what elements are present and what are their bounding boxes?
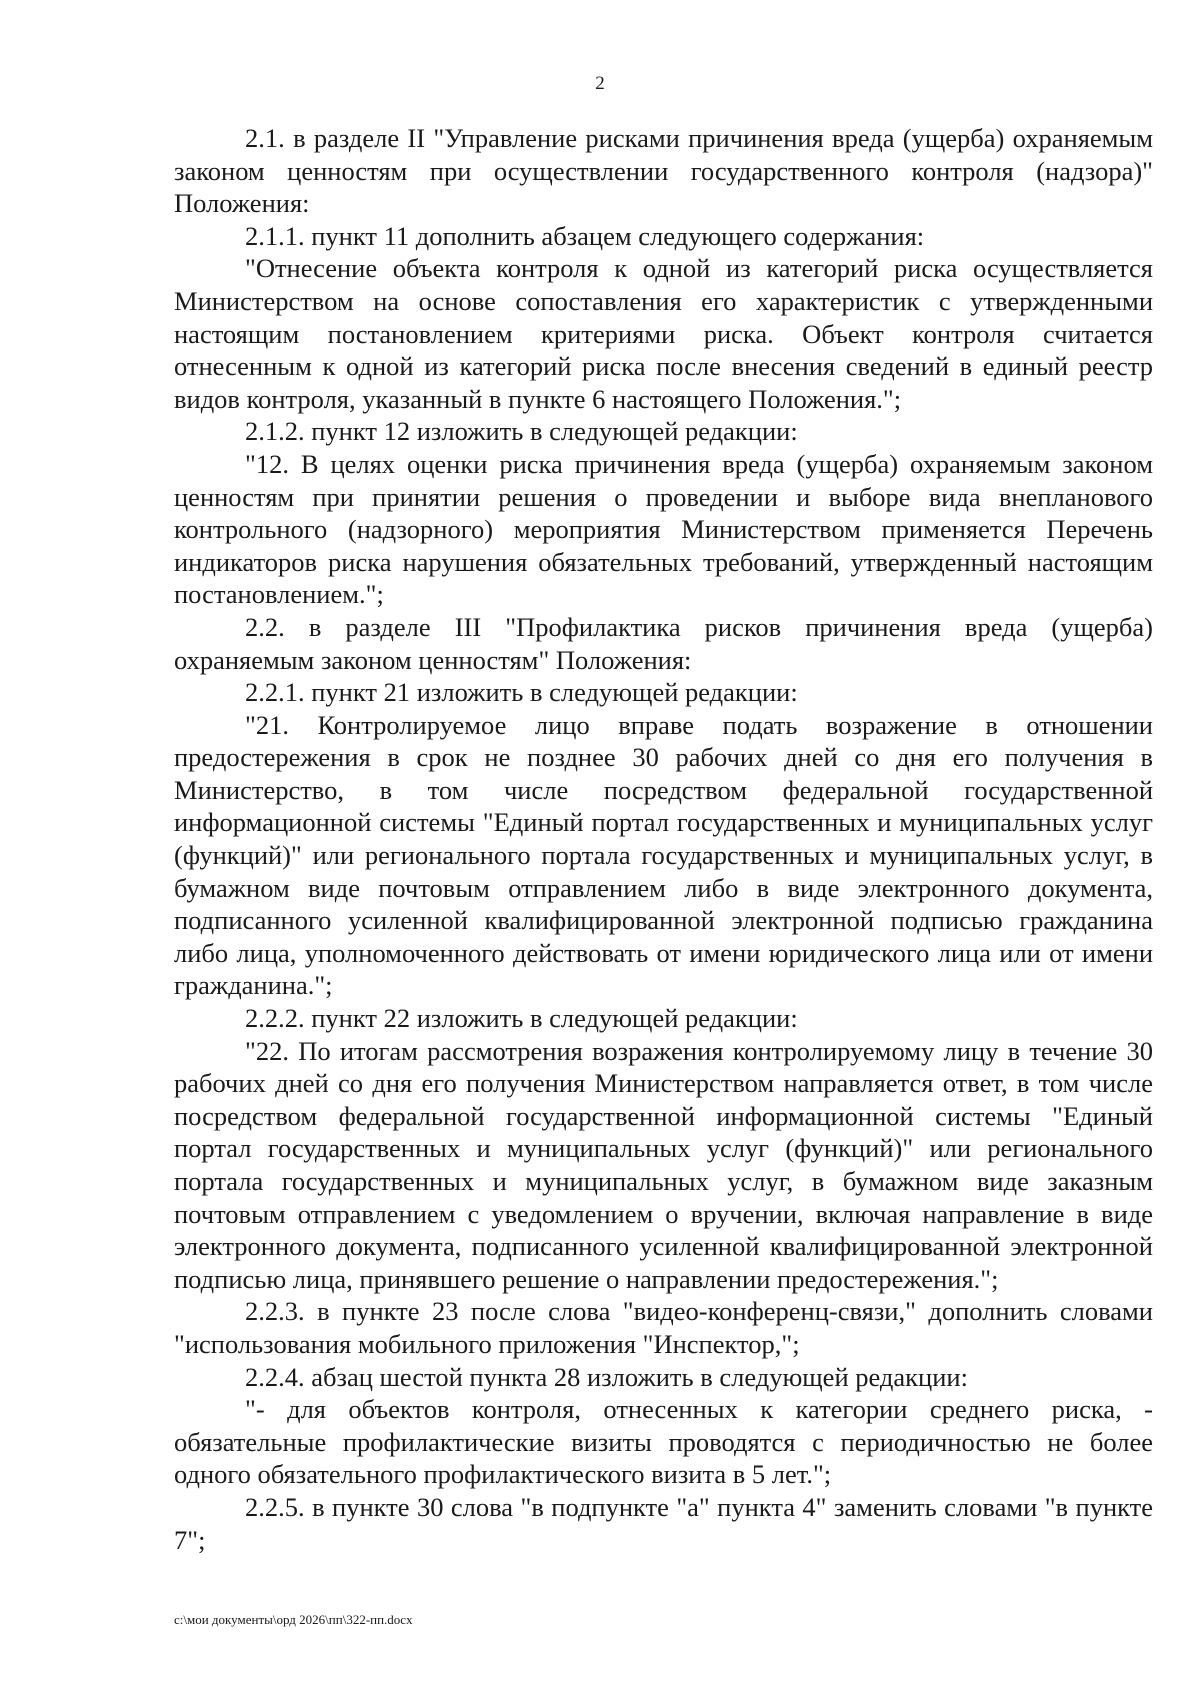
paragraph-2-1-1-quote: "Отнесение объекта контроля к одной из категорий риска осуществляется Министерством на основе сопоставления его характеристик с утвержденными настоящим постановлением критериями риска. Объект контроля считается отнесенным к одной из категорий риска после внесения сведений в единый реестр видов контроля, указанный в пункте 6 настоящего Положения."; xyxy=(174,253,1153,414)
footer-file-path: c:\мои документы\орд 2026\пп\322-пп.docx xyxy=(174,1612,413,1627)
paragraph-2-2: 2.2. в разделе III "Профилактика рисков причинения вреда (ущерба) охраняемым законом ценностям" Положения: xyxy=(174,611,1153,675)
paragraph-2-1-2-quote: "12. В целях оценки риска причинения вреда (ущерба) охраняемым законом ценностям при принятии решения о проведении и выборе вида внепланового контрольного (надзорного) мероприятия Министерством применяется Перечень индикаторов риска нарушения обязательных требований, утвержденный настоящим постановлением."; xyxy=(174,448,1153,610)
paragraph-2-2-1: 2.2.1. пункт 21 изложить в следующей редакции: xyxy=(245,677,798,708)
paragraph-2-2-4: 2.2.4. абзац шестой пункта 28 изложить в следующей редакции: xyxy=(245,1361,968,1392)
paragraph-2-2-4-quote: "- для объектов контроля, отнесенных к категории среднего риска, - обязательные профилактические визиты проводятся с периодичностью не более одного обязательного профилактического визита в 5 лет."; xyxy=(174,1394,1153,1490)
page-number: 2 xyxy=(595,73,605,94)
paragraph-2-2-1-quote: "21. Контролируемое лицо вправе подать возражение в отношении предостережения в срок не позднее 30 рабочих дней со дня его получения в Министерство, в том числе посредством федеральной государственной информационной системы "Единый портал государственных и муниципальных услуг (функций)" или регионального портала государственных и муниципальных услуг, в бумажном виде почтовым отправлением либо в виде электронного документа, подписанного усиленной квалифицированной электронной подписью гражданина либо лица, уполномоченного действовать от имени юридического лица или от имени гражданина."; xyxy=(174,709,1153,1001)
paragraph-2-1: 2.1. в разделе II "Управление рисками причинения вреда (ущерба) охраняемым законом ценностям при осуществлении государственного контроля (надзора)" Положения: xyxy=(174,123,1153,219)
document-body xyxy=(174,122,1153,1556)
paragraph-2-2-2-quote: "22. По итогам рассмотрения возражения контролируемому лицу в течение 30 рабочих дней со дня его получения Министерством направляется ответ, в том числе посредством федеральной государственной информационной системы "Единый портал государственных и муниципальных услуг (функций)" или регионального портала государственных и муниципальных услуг, в бумажном виде заказным почтовым отправлением с уведомлением о вручении, включая направление в виде электронного документа, подписанного усиленной квалифицированной электронной подписью лица, принявшего решение о направлении предостережения."; xyxy=(174,1035,1153,1294)
paragraph-2-2-3: 2.2.3. в пункте 23 после слова "видео-конференц-связи," дополнить словами "использования мобильного приложения "Инспектор,"; xyxy=(174,1296,1153,1359)
paragraph-2-2-2: 2.2.2. пункт 22 изложить в следующей редакции: xyxy=(245,1003,798,1034)
paragraph-2-2-5: 2.2.5. в пункте 30 слова "в подпункте "а" пункта 4" заменить словами "в пункте 7"; xyxy=(174,1491,1153,1555)
paragraph-2-1-1: 2.1.1. пункт 11 дополнить абзацем следующего содержания: xyxy=(245,220,925,251)
paragraph-2-1-2: 2.1.2. пункт 12 изложить в следующей редакции: xyxy=(245,416,798,447)
